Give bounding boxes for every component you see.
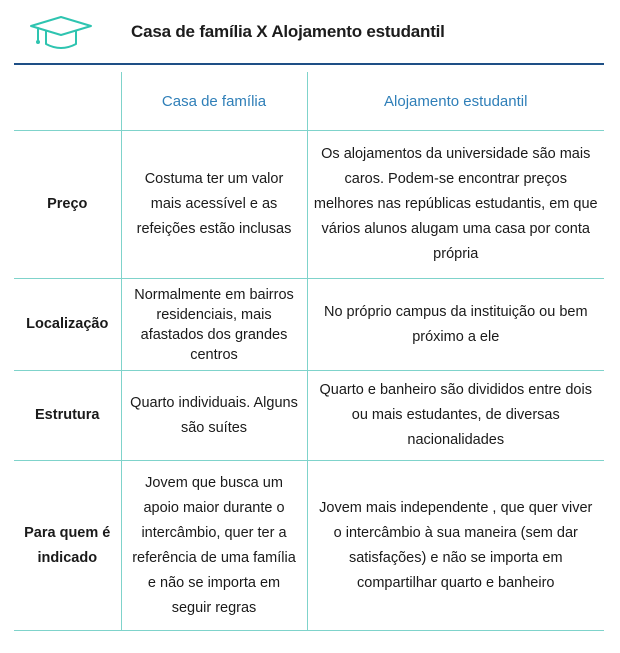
table-row — [14, 131, 604, 279]
page-title: Casa de família X Alojamento estudantil — [131, 22, 445, 41]
graduation-cap-icon — [28, 14, 94, 54]
cell-preco-alojamento: Os alojamentos da universidade são mais caros. Podem-se encontrar preços melhores nas repúblicas estudantis, em que vários alunos alugam uma casa por conta própria — [307, 131, 604, 279]
page-header — [0, 0, 620, 64]
cell-estrutura-alojamento: Quarto e banheiro são divididos entre dois ou mais estudantes, de diversas nacionalidades — [307, 371, 604, 461]
corner-cell — [14, 72, 121, 131]
cell-para-quem-alojamento: Jovem mais independente , que quer viver o intercâmbio à sua maneira (sem dar satisfações) e não se importa em compartilhar quarto e banheiro — [307, 461, 604, 631]
header-divider — [14, 63, 604, 65]
cell-preco-casa: Costuma ter um valor mais acessível e as refeições estão inclusas — [121, 131, 307, 279]
table-row — [14, 371, 604, 461]
table-row — [14, 461, 604, 631]
row-label-para-quem: Para quem é indicado — [14, 461, 121, 631]
cell-estrutura-casa: Quarto individuais. Alguns são suítes — [121, 371, 307, 461]
cell-localizacao-casa: Normalmente em bairros residenciais, mais afastados dos grandes centros — [121, 279, 307, 371]
row-label-preco: Preço — [14, 131, 121, 279]
cell-localizacao-alojamento: No próprio campus da instituição ou bem próximo a ele — [307, 279, 604, 371]
column-header-alojamento: Alojamento estudantil — [307, 72, 604, 131]
table-row — [14, 279, 604, 371]
table-header-row — [14, 72, 604, 131]
row-label-estrutura: Estrutura — [14, 371, 121, 461]
row-label-localizacao: Localização — [14, 279, 121, 371]
column-header-casa: Casa de família — [121, 72, 307, 131]
comparison-table — [14, 72, 604, 631]
cell-para-quem-casa: Jovem que busca um apoio maior durante o intercâmbio, quer ter a referência de uma família e não se importa em seguir regras — [121, 461, 307, 631]
